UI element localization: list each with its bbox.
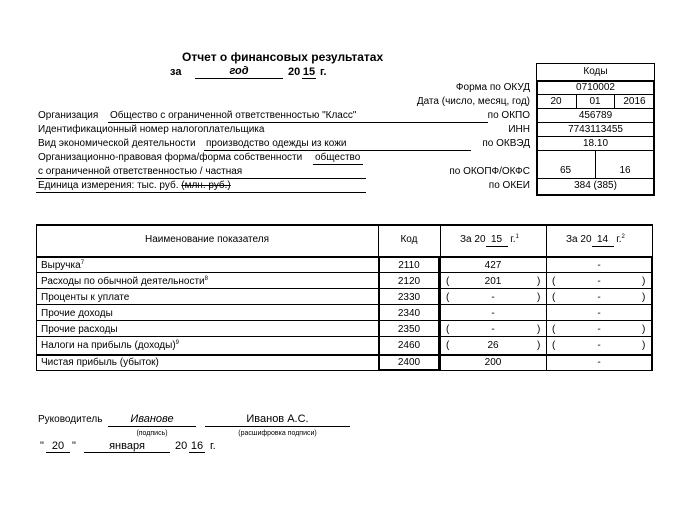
col-header-code: Код <box>400 234 418 245</box>
date-quote-open: " <box>40 440 44 452</box>
okopf-value: 65 <box>559 165 572 176</box>
col-header-current: За 20 15 г.$^1$ <box>460 234 519 245</box>
okved-label: по ОКВЭД <box>482 138 530 149</box>
okved-value: 18.10 <box>582 138 609 149</box>
okei-value: 384 (385) <box>574 180 617 191</box>
activity-label: Вид экономической деятельности <box>38 138 196 149</box>
date-day: 20 <box>550 96 562 107</box>
title-za: за <box>170 66 182 78</box>
title-year-prefix: 20 <box>288 66 301 78</box>
period-word: год <box>229 65 249 77</box>
okei-label: по ОКЕИ <box>488 180 530 191</box>
org-label: Организация <box>38 110 99 121</box>
signature-caption: (подпись) <box>136 430 168 437</box>
sign-year-prefix: 20 <box>175 440 188 452</box>
col-header-name: Наименование показателя <box>145 234 269 245</box>
name-caption: (расшифровка подписи) <box>238 430 317 437</box>
okud-value: 0710002 <box>576 82 615 93</box>
date-month: 01 <box>589 96 601 107</box>
date-label: Дата (число, месяц, год) <box>416 96 530 107</box>
codes-header: Коды <box>583 66 608 77</box>
okfs-value: 16 <box>619 165 631 176</box>
org-value: Общество с ограниченной ответственностью "Класс" <box>110 110 357 121</box>
inn-full-label: Идентификационный номер налогоплательщика <box>38 124 265 135</box>
sign-year-suffix: 16 <box>190 440 204 452</box>
opf-label: Организационно-правовая форма/форма собственности <box>38 152 303 163</box>
date-year: 2016 <box>623 96 646 107</box>
inn-value: 7743113455 <box>568 124 623 135</box>
okpo-value: 456789 <box>578 110 613 121</box>
sign-day: 20 <box>51 440 65 452</box>
sign-month: января <box>109 440 145 452</box>
okopf-label: по ОКОПФ/ОКФС <box>449 166 530 177</box>
okpo-label: по ОКПО <box>487 110 530 121</box>
head-label: Руководитель <box>38 414 103 425</box>
title-year-suffix: 15 <box>302 66 316 78</box>
unit-label <box>38 180 231 192</box>
sign-year-unit: г. <box>210 440 216 452</box>
date-quote-close: " <box>72 440 76 452</box>
report-title: Отчет о финансовых результатах <box>182 50 384 64</box>
okud-label: Форма по ОКУД <box>455 82 530 93</box>
title-year-unit: г. <box>320 66 327 78</box>
unit-label-text: Единица измерения: тыс. руб. <box>38 180 179 191</box>
signature: Иванове <box>130 413 174 425</box>
inn-label: ИНН <box>508 124 530 135</box>
head-name: Иванов А.С. <box>246 413 309 425</box>
unit-strike: (млн. руб.) <box>181 180 231 191</box>
activity-value: производство одежды из кожи <box>206 138 347 149</box>
opf-value-1: общество <box>315 152 361 163</box>
col-header-previous: За 20 14 г.$^2$ <box>566 234 625 245</box>
opf-value-2: с ограниченной ответственностью / частная <box>38 166 243 177</box>
